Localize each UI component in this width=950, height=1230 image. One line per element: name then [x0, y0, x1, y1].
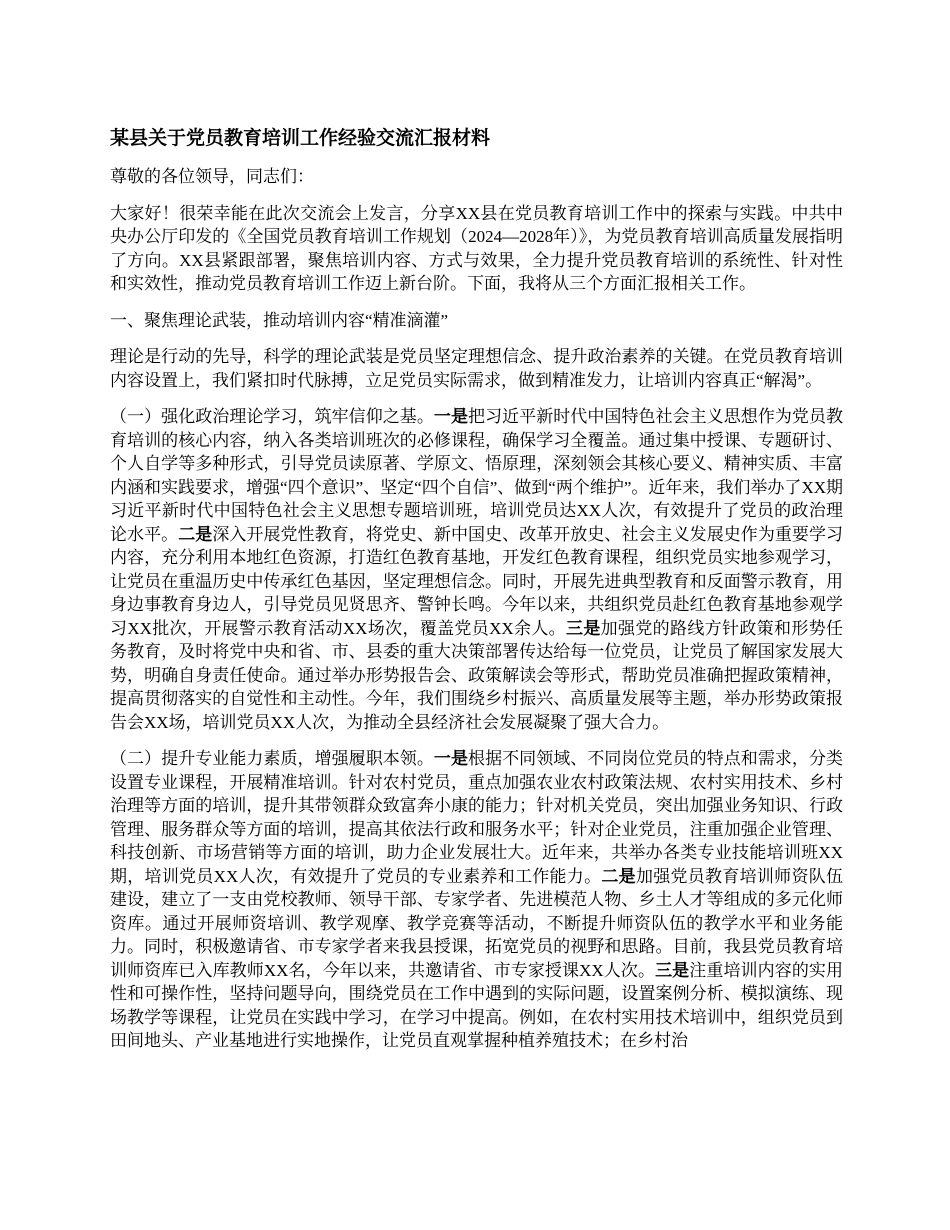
text-run: （二）提升专业能力素质，增强履职本领。 — [110, 749, 434, 768]
paragraph — [110, 309, 843, 333]
paragraph — [110, 405, 843, 734]
text-run: 理论是行动的先导，科学的理论武装是党员坚定理想信念、提升政治素养的关键。在党员教育培训内容设置上，我们紧扣时代脉搏，立足党员实际需求，做到精准发力，让培训内容真正“解渴”。 — [110, 347, 843, 390]
bold-text-run: 三是 — [566, 618, 601, 638]
paragraph — [110, 747, 843, 1053]
paragraph — [110, 202, 843, 296]
bold-text-run: 二是 — [178, 524, 213, 544]
document-body — [110, 165, 843, 1053]
document-title: 某县关于党员教育培训工作经验交流汇报材料 — [110, 128, 491, 149]
bold-text-run: 三是 — [655, 960, 690, 980]
text-run: 把习近平新时代中国特色社会主义思想作为党员教育培训的核心内容，纳入各类培训班次的必修课程，确保学习全覆盖。通过集中授课、专题研讨、个人自学等多种形式，引导党员读原著、学原文、悟原理，深刻领会其核心要义、精神实质、丰富内涵和实践要求，增强“四个意识”、坚定“四个自信”、做到“两个维护”。近年来，我们举办了XX期习近平新时代中国特色社会主义思想专题培训班，培训党员达XX人次，有效提升了党员的政治理论水平。 — [110, 407, 844, 544]
bold-text-run: 一是 — [433, 749, 469, 768]
text-run: 一、聚焦理论武装，推动培训内容“精准滴灌” — [110, 310, 449, 330]
text-run: 根据不同领域、不同岗位党员的特点和需求，分类设置专业课程，开展精准培训。针对农村党员，重点加强农业农村政策法规、农村实用技术、乡村治理等方面的培训，提升其带领群众致富奔小康的能力；针对机关党员，突出加强业务知识、行政管理、服务群众等方面的培训，提高其依法行政和服务水平；针对企业党员，注重加强企业管理、科技创新、市场营销等方面的培训，助力企业发展壮大。近年来，共举办各类专业技能培训班XX期，培训党员XX人次，有效提升了党员的专业素养和工作能力。 — [110, 749, 844, 886]
text-run: 大家好！很荣幸能在此次交流会上发言，分享XX县在党员教育培训工作中的探索与实践。中共中央办公厅印发的《全国党员教育培训工作规划（2024—2028年）》，为党员教育培训高质量发展指明了方向。XX县紧跟部署，聚焦培训内容、方式与效果，全力提升党员教育培训的系统性、针对性和实效性，推动党员教育培训工作迈上新台阶。下面，我将从三个方面汇报相关工作。 — [110, 203, 843, 293]
paragraph — [110, 165, 843, 189]
bold-text-run: 二是 — [601, 866, 636, 886]
bold-text-run: 一是 — [433, 407, 469, 426]
text-run: 加强党员教育培训师资队伍建设，建立了一支由党校教师、领导干部、专家学者、先进模范人物、乡土人才等组成的多元化师资库。通过开展师资培训、教学观摩、教学竞赛等活动，不断提升师资队伍的教学水平和业务能力。同时，积极邀请省、市专家学者来我县授课，拓宽党员的视野和思路。目前，我县党员教育培训师资库已入库教师XX名，今年以来，共邀请省、市专家授课XX人次。 — [110, 866, 844, 980]
text-run: （一）强化政治理论学习，筑牢信仰之基。 — [110, 407, 434, 426]
text-run: 加强党的路线方针政策和形势任务教育，及时将党中央和省、市、县委的重大决策部署传达给每一位党员，让党员了解国家发展大势，明确自身责任使命。通过举办形势报告会、政策解读会等形式，帮助党员准确把握政策精神，提高贯彻落实的自觉性和主动性。今年，我们围绕乡村振兴、高质量发展等主题，举办形势政策报告会XX场，培训党员XX人次，为推动全县经济社会发展凝聚了强大合力。 — [110, 618, 844, 732]
text-run: 注重培训内容的实用性和可操作性，坚持问题导向，围绕党员在工作中遇到的实际问题，设置案例分析、模拟演练、现场教学等课程，让党员在实践中学习，在学习中提高。例如，在农村实用技术培训中，组织党员到田间地头、产业基地进行实地操作，让党员直观掌握种植养殖技术；在乡村治 — [110, 960, 844, 1050]
text-run: 尊敬的各位领导，同志们： — [110, 167, 314, 186]
text-run: 深入开展党性教育，将党史、新中国史、改革开放史、社会主义发展史作为重要学习内容，充分利用本地红色资源，打造红色教育基地，开发红色教育课程，组织党员实地参观学习，让党员在重温历史中传承红色基因，坚定理想信念。同时，开展先进典型教育和反面警示教育，用身边事教育身边人，引导党员见贤思齐、警钟长鸣。今年以来，共组织党员赴红色教育基地参观学习XX批次，开展警示教育活动XX场次，覆盖党员XX余人。 — [110, 524, 844, 638]
paragraph — [110, 345, 843, 392]
